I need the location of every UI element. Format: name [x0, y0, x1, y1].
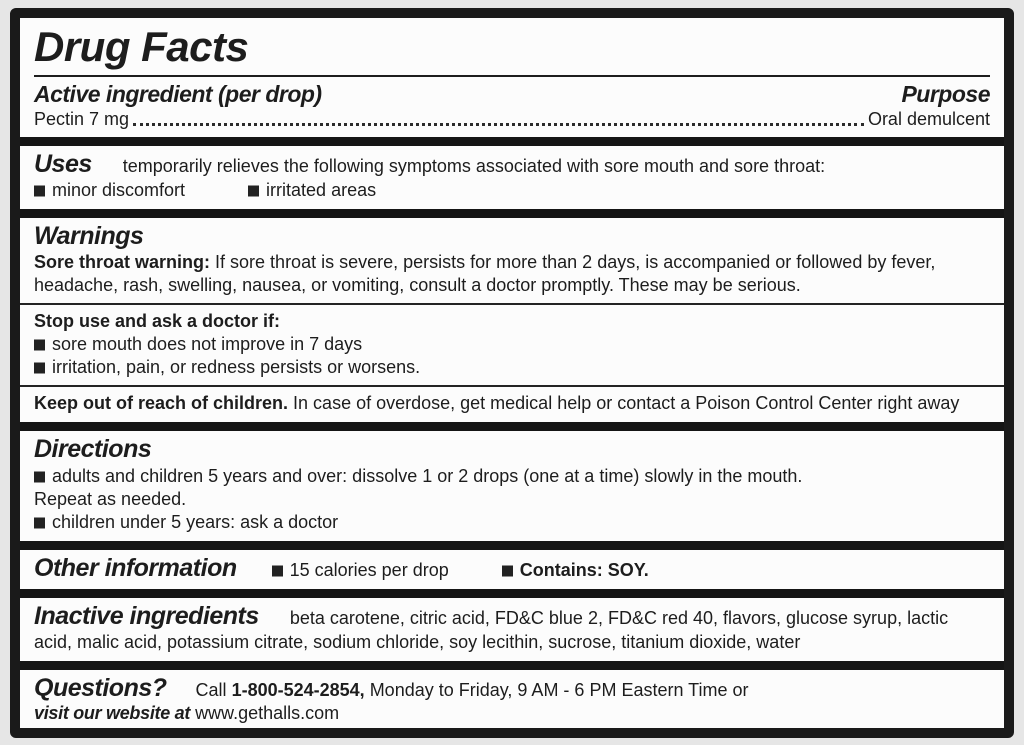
square-bullet-icon [248, 185, 259, 196]
square-bullet-icon [34, 517, 45, 528]
warnings-divider [20, 385, 1004, 387]
square-bullet-icon [502, 565, 513, 576]
active-ingredient-heading-row [34, 81, 990, 107]
calories-item [272, 560, 449, 580]
dotted-leader [133, 123, 864, 126]
directions-bullet-text: adults and children 5 years and over: dissolve 1 or 2 drops (one at a time) slowly in the mouth. [52, 465, 803, 486]
stop-use-bullet [34, 333, 990, 356]
ingredient-name: Pectin 7 mg [34, 108, 130, 129]
drug-facts-label [10, 8, 1014, 738]
contains-item [502, 560, 649, 580]
keep-out-of-reach [34, 392, 990, 415]
uses-bullet-text: irritated areas [266, 179, 377, 200]
website-url: www.gethalls.com [195, 703, 340, 724]
square-bullet-icon [34, 340, 45, 351]
stop-use-bullet-text: sore mouth does not improve in 7 days [52, 334, 363, 355]
uses-bullet-item [248, 180, 376, 200]
uses-heading: Uses [34, 150, 92, 179]
phone-number: 1-800-524-2854, [231, 679, 365, 700]
call-hours-text: Monday to Friday, 9 AM - 6 PM Eastern Time or [369, 679, 749, 700]
keep-out-label: Keep out of reach of children. [34, 393, 289, 414]
page-title: Drug Facts [34, 23, 249, 70]
directions-bullet-text: children under 5 years: ask a doctor [52, 511, 339, 532]
directions-bullet [34, 511, 990, 534]
other-information-row [34, 555, 990, 583]
section-directions [20, 422, 1004, 541]
directions-repeat-line: Repeat as needed. [34, 488, 187, 509]
square-bullet-icon [34, 363, 45, 374]
call-label: Call [195, 679, 227, 700]
stop-use-bullet [34, 356, 990, 379]
section-warnings [20, 209, 1004, 423]
inactive-ingredients-text: beta carotene, citric acid, FD&C blue 2, FD&C red 40, flavors, glucose syrup, lactic acid, malic acid, potassium citrate, sodium chloride, soy lecithin, sucrose, titanium dioxide, water [34, 608, 949, 652]
contains-text: Contains: SOY. [519, 559, 649, 580]
stop-use-heading: Stop use and ask a doctor if: [34, 311, 281, 332]
calories-text: 15 calories per drop [289, 559, 449, 580]
section-inactive-ingredients [20, 589, 1004, 661]
website-label: visit our website at [34, 703, 191, 724]
warnings-heading: Warnings [34, 221, 144, 250]
inactive-ingredients-paragraph [34, 603, 990, 654]
section-questions [20, 661, 1004, 733]
section-other-information [20, 541, 1004, 590]
questions-heading: Questions? [34, 673, 167, 702]
ingredient-row [34, 108, 990, 131]
uses-bullet-row [34, 179, 990, 202]
title-divider [34, 75, 990, 77]
questions-line [34, 675, 990, 703]
uses-bullet-item [34, 180, 185, 200]
sore-throat-warning-label: Sore throat warning: [34, 252, 211, 273]
ingredient-purpose: Oral demulcent [867, 108, 990, 129]
square-bullet-icon [34, 185, 45, 196]
warnings-divider [20, 303, 1004, 305]
uses-bullet-text: minor discomfort [52, 179, 186, 200]
active-ingredient-heading: Active ingredient (per drop) [34, 81, 322, 108]
website-line [34, 702, 990, 725]
sore-throat-warning [34, 251, 990, 297]
uses-intro-text: temporarily relieves the following symptoms associated with sore mouth and sore throat: [122, 156, 826, 177]
purpose-heading: Purpose [901, 81, 990, 108]
square-bullet-icon [272, 565, 283, 576]
directions-heading: Directions [34, 435, 152, 464]
stop-use-bullet-text: irritation, pain, or redness persists or worsens. [52, 357, 421, 378]
section-uses [20, 137, 1004, 209]
directions-bullet [34, 465, 990, 488]
other-information-heading: Other information [34, 553, 237, 582]
section-active-ingredient [20, 18, 1004, 137]
uses-intro-line [34, 151, 990, 179]
inactive-ingredients-heading: Inactive ingredients [34, 602, 259, 631]
sore-throat-warning-text: If sore throat is severe, persists for more than 2 days, is accompanied or followed by fever, headache, rash, swelling, nausea, or vomiting, consult a doctor promptly. These may be serious. [34, 252, 936, 296]
square-bullet-icon [34, 471, 45, 482]
keep-out-text: In case of overdose, get medical help or contact a Poison Control Center right away [293, 393, 960, 414]
